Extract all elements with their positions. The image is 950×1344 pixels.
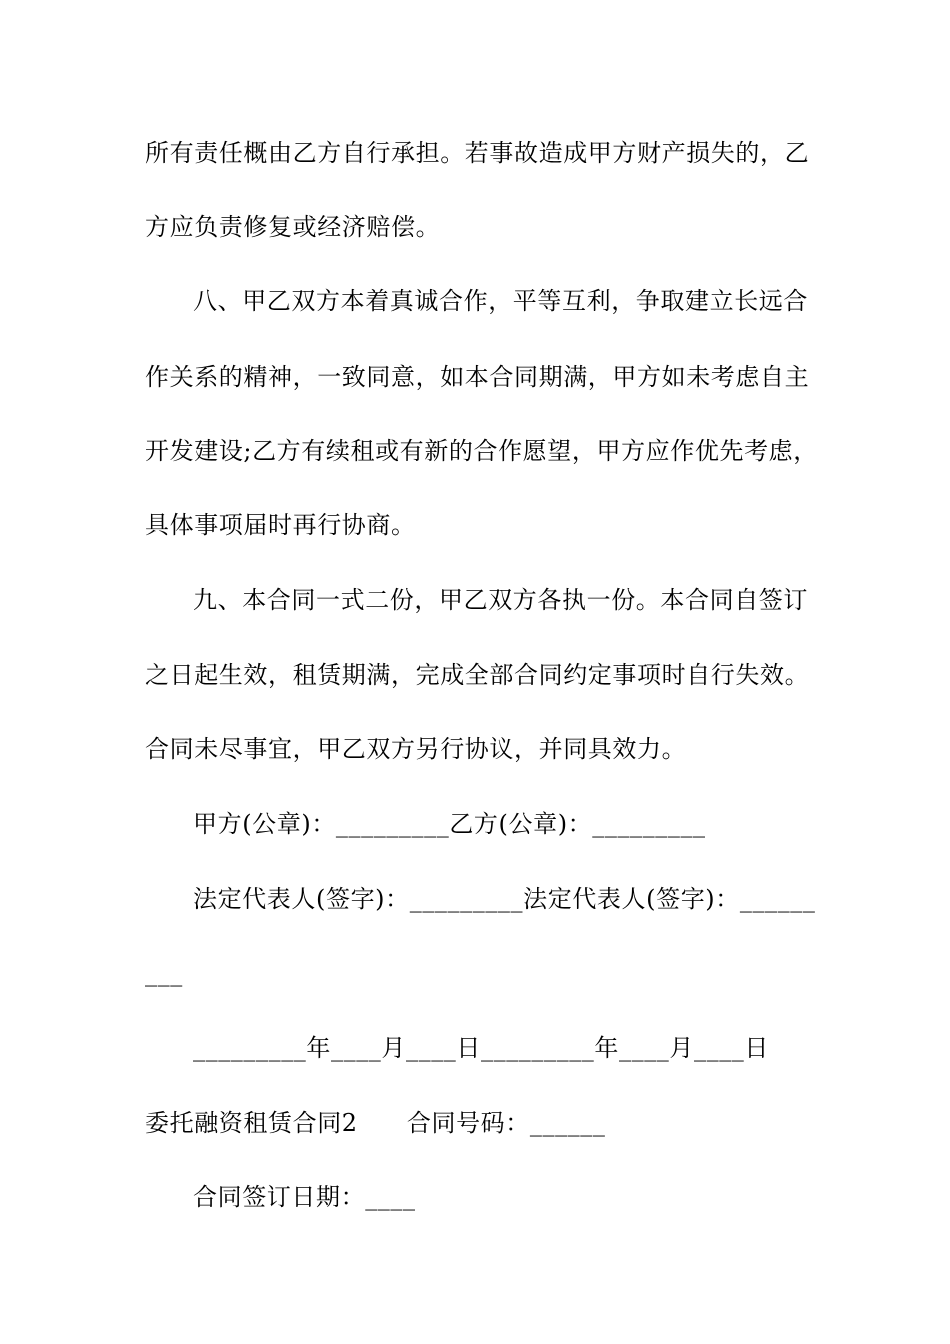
signing-date-line: 合同签订日期：____ [193, 1183, 416, 1211]
contract-title-number-line: 委托融资租赁合同2 合同号码：______ [145, 1109, 606, 1137]
paragraph-8-line-4: 具体事项届时再行协商。 [145, 511, 416, 539]
date-line: _________年____月____日_________年____月____日 [193, 1034, 769, 1062]
seal-signature-line: 甲方(公章)：_________乙方(公章)：_________ [193, 810, 706, 838]
paragraph-9-line-2: 之日起生效，租赁期满，完成全部合同约定事项时自行失效。 [145, 661, 810, 689]
paragraph-8-line-1: 八、甲乙双方本着真诚合作，平等互利，争取建立长远合 [193, 287, 808, 315]
paragraph-8-line-3: 开发建设;乙方有续租或有新的合作愿望，甲方应作优先考虑， [145, 437, 818, 465]
paragraph-9-line-3: 合同未尽事宜，甲乙双方另行协议，并同具效力。 [145, 735, 687, 763]
representative-signature-line-continuation: ___ [145, 959, 183, 987]
paragraph-9-line-1: 九、本合同一式二份，甲乙双方各执一份。本合同自签订 [193, 586, 808, 614]
paragraph-7-line-2: 方应负责修复或经济赔偿。 [145, 213, 441, 241]
paragraph-8-line-2: 作关系的精神，一致同意，如本合同期满，甲方如未考虑自主 [145, 363, 810, 391]
paragraph-7-line-1: 所有责任概由乙方自行承担。若事故造成甲方财产损失的，乙 [145, 139, 810, 167]
representative-signature-line: 法定代表人(签字)：_________法定代表人(签字)：______ [193, 885, 816, 913]
